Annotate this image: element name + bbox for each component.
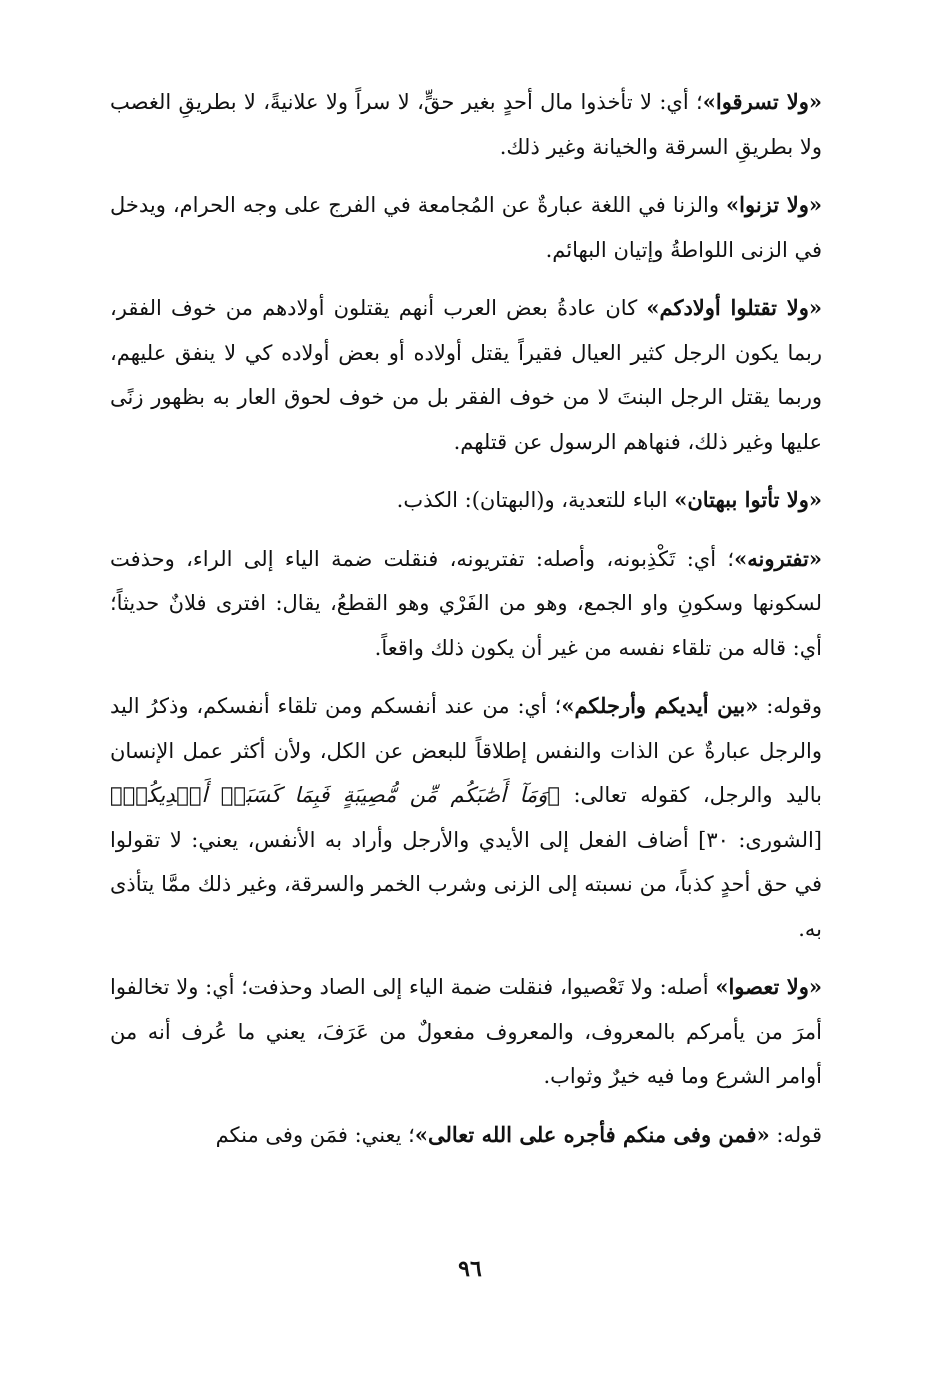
paragraph-la-taqtulu (110, 286, 822, 464)
paragraph-text: أصله: ولا تَعْصيوا، فنقلت ضمة الياء إلى الصاد وحذفت؛ أي: ولا تخالفوا أمرَ من يأمركم بالمعروف، والمعروف مفعولٌ من عَرَفَ، يعني ما عُرف أنه من أوامر الشرع وما فيه خيرٌ وثواب. (110, 975, 822, 1088)
paragraph-buhtan (110, 478, 822, 523)
term-buhtan: «ولا تأتوا ببهتان» (674, 487, 822, 512)
page-number: ٩٦ (458, 1256, 482, 1282)
paragraph-text: ؛ أي: من عند أنفسكم ومن تلقاء أنفسكم، وذكرُ اليد والرجل عبارةٌ عن الذات والنفس إطلاقاً للبعض عن الكل، ولأن أكثر عمل الإنسان باليد والرجل، كقوله تعالى: (110, 694, 822, 807)
paragraph-bayna-aydikum (110, 684, 822, 951)
paragraph-text: كان عادةُ بعض العرب أنهم يقتلون أولادهم من خوف الفقر، ربما يكون الرجل كثير العيال فقيراً يقتل أولاده أو بعض أولاده كي لا ينفق عليهم، وربما يقتل الرجل البنتَ لا من خوف الفقر بل من خوف لحوق العار به بظهور زنًى عليها وغير ذلك، فنهاهم الرسول عن قتلهم. (110, 296, 822, 454)
term-la-tazni: «ولا تزنوا» (726, 192, 822, 217)
paragraph-prefix: قوله: (769, 1122, 822, 1147)
term-la-tasriqu: «ولا تسرقوا» (702, 89, 822, 114)
paragraph-text: ؛ أي: تَكْذِبونه، وأصله: تفتريونه، فنقلت ضمة الياء إلى الراء، وحذفت لسكونها وسكونِ واو الجمع، وهو من الفَرْي وهو القطعُ، يقال: افترى فلانٌ حديثاً؛ أي: قاله من تلقاء نفسه من غير أن يكون ذلك واقعاً. (110, 546, 822, 660)
paragraph-faman-wafa (110, 1113, 822, 1158)
term-taftarunahu: «تفترونه» (734, 545, 822, 571)
term-la-tasu: «ولا تعصوا» (715, 974, 822, 999)
paragraph-text: والزنا في اللغة عبارةٌ عن المُجامعة في الفرج على وجه الحرام، ويدخل في الزنى اللواطةُ وإتيان البهائم. (110, 193, 822, 262)
term-la-taqtulu: «ولا تقتلوا أولادكم» (646, 295, 823, 320)
paragraph-text-continued: أضاف الفعل إلى الأيدي والأرجل وأراد به الأنفس، يعني: لا تقولوا في حق أحدٍ كذباً، من نسبته إلى الزنى وشرب الخمر والسرقة، وغير ذلك ممَّا يتأذى به. (110, 827, 822, 941)
paragraph-text: ؛ يعني: فمَن وفى منكم (215, 1122, 415, 1147)
term-faman-wafa: «فمن وفى منكم فأجره على الله تعالى» (414, 1121, 770, 1147)
quran-reference: [الشورى: ٣٠] (698, 827, 822, 852)
paragraph-text: الباء للتعدية، و(البهتان): الكذب. (396, 488, 675, 512)
paragraph-text: ؛ أي: لا تأخذوا مال أحدٍ بغير حقٍّ، لا سراً ولا علانيةً، لا بطريقِ الغصب ولا بطريقِ السرقة والخيانة وغير ذلك. (110, 90, 822, 159)
paragraph-la-tasu (110, 965, 822, 1099)
page-body (110, 80, 822, 1171)
quran-verse: ﴿وَمَآ أَصَٰبَكُم مِّن مُّصِيبَةٍ فَبِمَا كَسَبَتۡ أَيۡدِيكُمۡ﴾ (110, 783, 560, 807)
paragraph-la-tazni (110, 183, 822, 272)
paragraph-taftarunahu (110, 537, 822, 671)
paragraph-la-tasriqu (110, 80, 822, 169)
paragraph-prefix: وقوله: (758, 694, 822, 718)
term-bayna-aydikum: «بين أيديكم وأرجلكم» (561, 693, 759, 718)
